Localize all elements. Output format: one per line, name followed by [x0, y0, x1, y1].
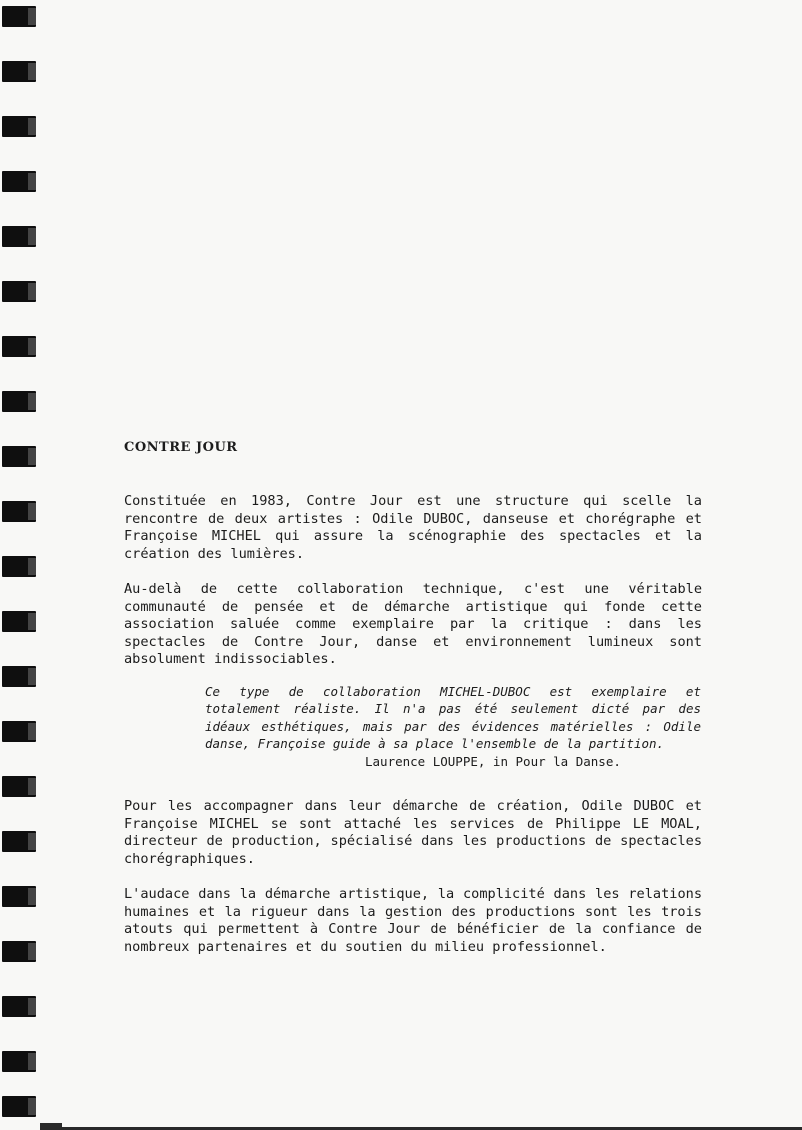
binding-hole	[2, 61, 36, 82]
binding-hole	[2, 831, 36, 852]
binding-hole	[2, 721, 36, 742]
binding-hole	[2, 556, 36, 577]
binding-hole	[2, 1051, 36, 1072]
paragraph-conclusion: L'audace dans la démarche artistique, la complicité dans les relations humaines et la rigueur dans la gestion des productions sont les trois atouts qui permettent à Contre Jour de bénéficier de la confiance de nombreux partenaires et du soutien du milieu professionnel.	[124, 886, 702, 955]
binding-hole	[2, 226, 36, 247]
paragraph-collaboration: Au-delà de cette collaboration technique, c'est une véritable communauté de pensée et de démarche artistique qui fonde cette association saluée comme exemplaire par la critique : dans les spectacles de Contre Jour, danse et environnement lumineux sont absolument indissociables.	[124, 581, 702, 667]
binding-hole	[2, 996, 36, 1017]
binding-hole	[2, 886, 36, 907]
binding-hole	[2, 941, 36, 962]
binding-hole	[2, 116, 36, 137]
binding-hole	[2, 501, 36, 522]
binding-hole	[2, 611, 36, 632]
paragraph-production: Pour les accompagner dans leur démarche de création, Odile DUBOC et Françoise MICHEL se sont attaché les services de Philippe LE MOAL, directeur de production, spécialisé dans les productions de spectacles chorégraphiques.	[124, 798, 702, 867]
spiral-binding	[0, 0, 40, 1130]
binding-hole	[2, 776, 36, 797]
quote-source: Laurence LOUPPE, in Pour la Danse.	[365, 753, 621, 769]
binding-hole	[2, 281, 36, 302]
block-quote	[205, 683, 701, 771]
binding-hole	[2, 171, 36, 192]
binding-hole	[2, 1096, 36, 1117]
binding-hole	[2, 666, 36, 687]
paragraph-intro: Constituée en 1983, Contre Jour est une structure qui scelle la rencontre de deux artistes : Odile DUBOC, danseuse et chorégraphe et Françoise MICHEL qui assure la scénographie des spectacles et la création des lumières.	[124, 493, 702, 562]
binding-hole	[2, 391, 36, 412]
binding-hole	[2, 446, 36, 467]
document-title: CONTRE JOUR	[124, 440, 238, 455]
binding-hole	[2, 6, 36, 27]
page-bottom-tab	[40, 1123, 62, 1127]
document-body	[124, 440, 702, 956]
quote-text: Ce type de collaboration MICHEL-DUBOC est exemplaire et totalement réaliste. Il n'a pas été seulement dicté par des idéaux esthétiques, mais par des évidences matérielles : Odile danse, Françoise guide à sa place l'ensemble de la partition.	[205, 683, 701, 751]
binding-hole	[2, 336, 36, 357]
